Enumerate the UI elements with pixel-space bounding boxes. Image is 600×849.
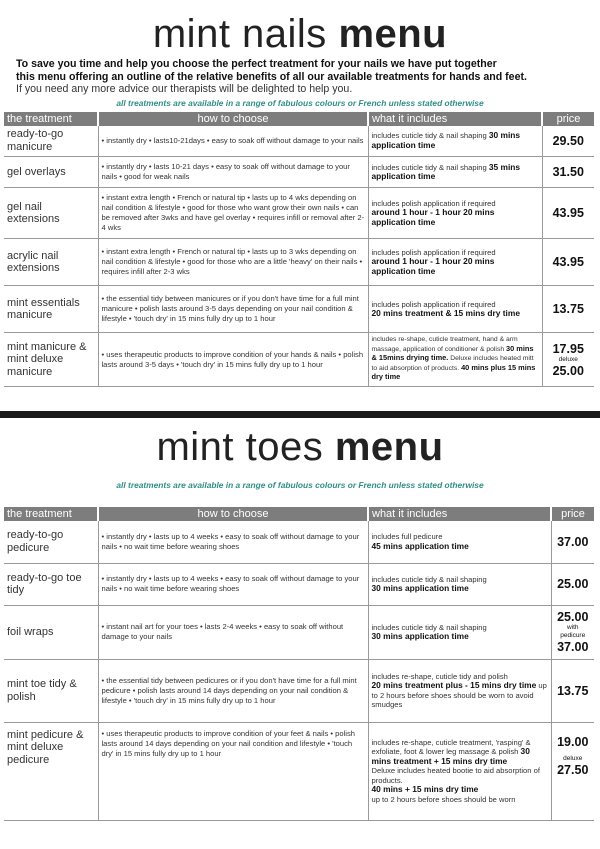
header-how-to-choose: how to choose: [98, 507, 368, 521]
nails-menu-title: [0, 0, 600, 54]
what-it-includes: [368, 157, 542, 188]
includes-deluxe-time: 40 mins + 15 mins dry time: [371, 784, 479, 795]
price-pedicure-label: with pedicure: [560, 624, 586, 639]
includes-deluxe-text: Deluxe includes heated bootie to aid absorption of products.: [371, 766, 540, 785]
price-deluxe-label: deluxe: [558, 355, 578, 363]
nails-header-row: [4, 112, 594, 126]
includes-text: includes re-shape, cuticle treatment, 'rasping' & exfoliate, foot & lower leg massage & polish: [371, 737, 531, 757]
includes-text: includes cuticle tidy & nail shaping: [371, 622, 487, 632]
how-to-choose: • instant extra length • French or natural tip • lasts up to 3 wks depending on nail condition & lifestyle • good for those who are a little 'heavy' on their nails • requires infill after 2-3 wks: [98, 239, 368, 286]
includes-time: around 1 hour - 1 hour 20 mins application time: [371, 207, 495, 227]
includes-time: 35 mins application time: [371, 161, 521, 181]
price: 25.00: [557, 610, 589, 624]
toes-title-light: mint toes: [156, 425, 324, 469]
treatment-name: ready-to-go toe tidy: [4, 563, 98, 605]
what-it-includes: [368, 286, 542, 333]
what-it-includes: [368, 333, 542, 387]
nails-note: all treatments are available in a range of fabulous colours or French unless stated otherwise: [116, 97, 484, 108]
price: 25.00: [551, 563, 594, 605]
intro-text: [0, 58, 600, 96]
includes-note: up to 2 hours before shoes should be worn: [371, 794, 516, 804]
what-it-includes: [368, 188, 542, 239]
includes-deluxe-text: Deluxe includes heated mitt to aid absorption of products.: [371, 355, 534, 372]
what-it-includes: [368, 722, 551, 820]
includes-note: up to 2 hours before shoes should be worn to avoid smudges: [371, 681, 547, 709]
what-it-includes: [368, 659, 551, 722]
treatment-name: ready-to-go pedicure: [4, 521, 98, 563]
price: 19.00: [557, 734, 589, 749]
table-row: [4, 605, 594, 659]
how-to-choose: • instantly dry • lasts 10-21 days • easy to soak off without damage to your nails • good for weak nails: [98, 157, 368, 188]
includes-time: 45 mins application time: [371, 540, 469, 551]
what-it-includes: [368, 239, 542, 286]
price-cell: [551, 605, 594, 659]
nails-title-light: mint nails: [152, 12, 327, 56]
treatment-name: gel nail extensions: [4, 188, 98, 239]
table-row: [4, 563, 594, 605]
includes-text: includes cuticle tidy & nail shaping: [371, 162, 487, 172]
includes-text: includes re-shape, cuticle treatment, hand & arm massage, application of conditioner & polish: [371, 336, 518, 353]
includes-text: includes polish application if required: [371, 299, 496, 309]
treatment-name: mint toe tidy & polish: [4, 659, 98, 722]
header-price: price: [551, 507, 594, 521]
price-cell: [542, 333, 594, 387]
treatment-name: ready-to-go manicure: [4, 126, 98, 157]
price: 13.75: [542, 286, 594, 333]
table-row: [4, 722, 594, 820]
how-to-choose: • uses therapeutic products to improve condition of your feet & nails • polish lasts around 14 days depending on your nail condition and lifestyle • 'touch dry' in 15 mins fully dry up to 1 hour: [98, 722, 368, 820]
what-it-includes: [368, 605, 551, 659]
price: 43.95: [542, 239, 594, 286]
includes-time: 20 mins treatment plus - 15 mins dry time: [371, 680, 537, 690]
includes-time: 30 mins treatment + 15 mins dry time: [371, 746, 530, 766]
toes-menu-title: [0, 427, 600, 467]
header-what-it-includes: what it includes: [368, 112, 542, 126]
header-treatment: the treatment: [4, 507, 98, 521]
intro-advice: If you need any more advice our therapists will be delighted to help you.: [16, 83, 353, 95]
includes-text: includes polish application if required: [371, 247, 496, 257]
table-row: [4, 188, 594, 239]
header-what-it-includes: what it includes: [368, 507, 551, 521]
intro-line-1: To save you time and help you choose the perfect treatment for your nails we have put together: [16, 58, 497, 70]
how-to-choose: • instantly dry • lasts10-21days • easy to soak off without damage to your nails: [98, 126, 368, 157]
table-row: [4, 126, 594, 157]
toes-header-row: [4, 507, 594, 521]
section-divider: [0, 411, 600, 418]
table-row: [4, 157, 594, 188]
what-it-includes: [368, 563, 551, 605]
price-deluxe-label: deluxe: [563, 754, 583, 762]
price-deluxe: 25.00: [552, 363, 584, 378]
includes-time: 30 mins application time: [371, 130, 521, 150]
price: 29.50: [542, 126, 594, 157]
toes-menu-table: [4, 507, 594, 821]
price-with-pedicure: 37.00: [557, 640, 589, 654]
includes-text: includes full pedicure: [371, 532, 443, 542]
includes-time: 20 mins treatment & 15 mins dry time: [371, 308, 520, 318]
includes-time: around 1 hour - 1 hour 20 mins application time: [371, 256, 495, 276]
what-it-includes: [368, 126, 542, 157]
price: 13.75: [551, 659, 594, 722]
treatment-name: mint essentials manicure: [4, 286, 98, 333]
how-to-choose: • instantly dry • lasts up to 4 weeks • easy to soak off without damage to your nails • no wait time before wearing shoes: [98, 521, 368, 563]
price: 17.95: [552, 341, 584, 356]
nails-title-bold: menu: [338, 12, 448, 56]
treatment-name: mint manicure & mint deluxe manicure: [4, 333, 98, 387]
includes-text: includes polish application if required: [371, 198, 496, 208]
treatment-name: gel overlays: [4, 157, 98, 188]
what-it-includes: [368, 521, 551, 563]
includes-time: 30 mins application time: [371, 631, 469, 641]
includes-time: 30 mins & 15mins drying time.: [371, 343, 534, 363]
includes-time: 30 mins application time: [371, 583, 469, 593]
how-to-choose: • instant nail art for your toes • lasts 2-4 weeks • easy to soak off without damage to your nails: [98, 605, 368, 659]
price-cell: [551, 722, 594, 820]
price: 37.00: [551, 521, 594, 563]
includes-text: includes re-shape, cuticle tidy and polish: [371, 671, 508, 681]
includes-text: includes cuticle tidy & nail shaping: [371, 131, 487, 141]
treatment-name: foil wraps: [4, 605, 98, 659]
includes-text: includes cuticle tidy & nail shaping: [371, 574, 487, 584]
treatment-name: acrylic nail extensions: [4, 239, 98, 286]
intro-line-2: this menu offering an outline of the relative benefits of all our available treatments for hands and feet.: [16, 70, 527, 83]
table-row: [4, 286, 594, 333]
price: 43.95: [542, 188, 594, 239]
how-to-choose: • instant extra length • French or natural tip • lasts up to 4 wks depending on nail condition & lifestyle • good for those who want grow their own nails • can be removed after 3wks and have gel overlay • requires infill or removal after 2-4 wks: [98, 188, 368, 239]
table-row: [4, 521, 594, 563]
price: 31.50: [542, 157, 594, 188]
how-to-choose: • uses therapeutic products to improve condition of your hands & nails • polish lasts around 3-5 days • 'touch dry' in 15 mins fully dry up to 1 hour: [98, 333, 368, 387]
header-how-to-choose: how to choose: [98, 112, 368, 126]
how-to-choose: • the essential tidy between manicures or if you don't have time for a full mint manicure • polish lasts around 3-5 days depending on your nail condition & lifestyle • 'touch dry' in 15 mins fully dry up to 1 hour: [98, 286, 368, 333]
header-price: price: [542, 112, 594, 126]
toes-note: all treatments are available in a range of fabulous colours or French unless stated otherwise: [116, 480, 484, 490]
toes-section: [0, 474, 600, 821]
treatment-name: mint pedicure & mint deluxe pedicure: [4, 722, 98, 820]
header-treatment: the treatment: [4, 112, 98, 126]
how-to-choose: • the essential tidy between pedicures or if you don't have time for a full mint pedicure • polish lasts around 14 days depending on your nail condition & lifestyle • 'touch dry' in 15 mins fully dry up to 1 hour: [98, 659, 368, 722]
nails-menu-table: [4, 112, 594, 388]
table-row: [4, 659, 594, 722]
how-to-choose: • instantly dry • lasts up to 4 weeks • easy to soak off without damage to your nails • no wait time before wearing shoes: [98, 563, 368, 605]
toes-title-bold: menu: [334, 425, 444, 469]
price-deluxe: 27.50: [557, 762, 589, 777]
includes-deluxe-time: 40 mins plus 15 mins dry time: [371, 362, 536, 382]
table-row: [4, 333, 594, 387]
table-row: [4, 239, 594, 286]
